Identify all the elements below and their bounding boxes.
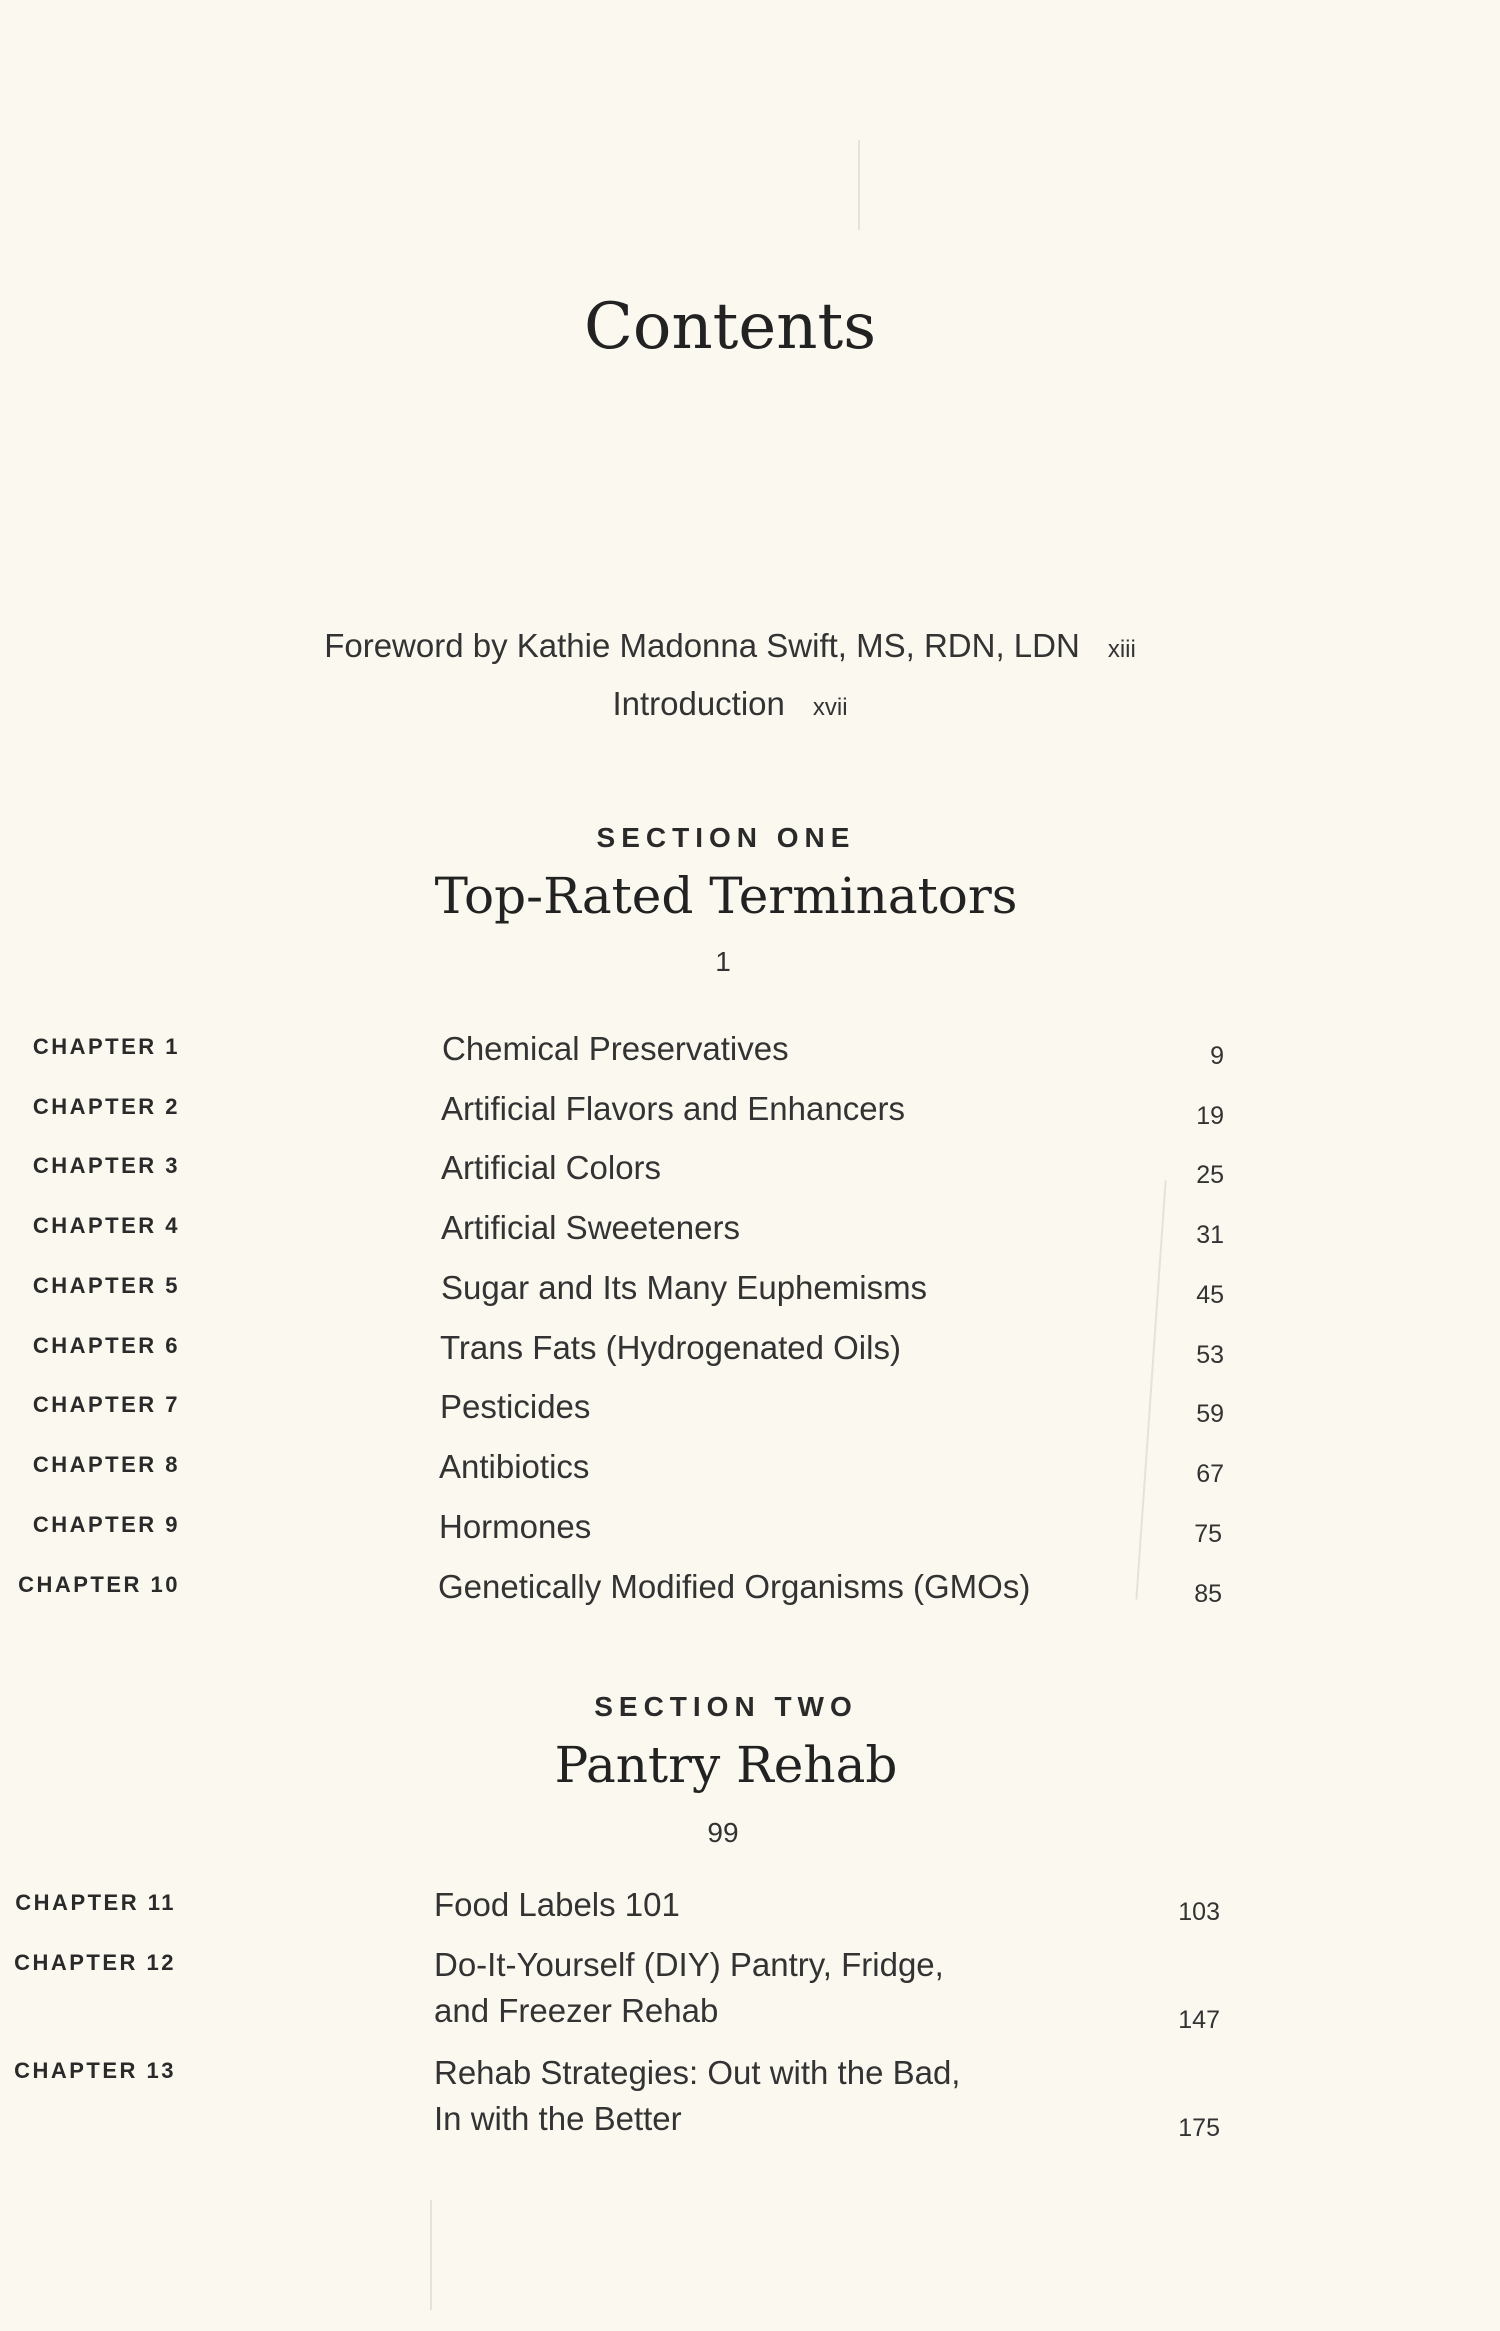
chapter-label: CHAPTER 8 <box>32 1452 180 1477</box>
front-matter-page: xvii <box>812 694 848 721</box>
chapter-title: Food Labels 101 <box>434 1886 680 1923</box>
chapter-title: Chemical Preservatives <box>442 1030 789 1067</box>
chapter-page: 9 <box>1210 1042 1224 1070</box>
chapter-label: CHAPTER 3 <box>32 1153 180 1178</box>
section-two-page: 99 <box>707 1817 739 1848</box>
chapter-title-line-1: Do-It-Yourself (DIY) Pantry, Fridge, <box>434 1946 944 1983</box>
front-matter-label: Foreword by Kathie Madonna Swift, MS, RDN, LDN <box>324 627 1080 664</box>
section-one-page: 1 <box>715 946 731 977</box>
chapter-page: 53 <box>1196 1341 1224 1369</box>
chapter-title-line-1: Rehab Strategies: Out with the Bad, <box>434 2054 961 2091</box>
chapter-label: CHAPTER 4 <box>32 1213 180 1238</box>
chapter-page: 59 <box>1196 1400 1224 1428</box>
chapter-title-line-2: In with the Better <box>434 2100 682 2137</box>
scan-mark <box>858 140 860 230</box>
chapter-title-line-2: and Freezer Rehab <box>434 1992 719 2029</box>
chapter-label: CHAPTER 11 <box>15 1890 176 1915</box>
chapter-page: 75 <box>1194 1520 1222 1548</box>
chapter-title: Sugar and Its Many Euphemisms <box>441 1269 928 1306</box>
chapter-title: Artificial Flavors and Enhancers <box>441 1090 906 1127</box>
chapter-label: CHAPTER 13 <box>14 2058 176 2083</box>
chapter-page: 67 <box>1196 1460 1224 1488</box>
chapter-title: Antibiotics <box>439 1448 590 1485</box>
chapter-title: Hormones <box>439 1508 592 1545</box>
page-title: Contents <box>583 290 877 364</box>
chapter-label: CHAPTER 1 <box>32 1034 180 1059</box>
front-matter-introduction <box>0 685 1460 723</box>
chapter-label: CHAPTER 12 <box>14 1950 176 1975</box>
chapter-page: 85 <box>1194 1580 1222 1608</box>
scan-mark <box>430 2200 432 2310</box>
section-two-label: SECTION TWO <box>594 1691 858 1722</box>
front-matter-foreword <box>0 627 1460 665</box>
chapter-label: CHAPTER 7 <box>32 1392 180 1417</box>
chapter-label: CHAPTER 10 <box>18 1572 180 1597</box>
front-matter-label: Introduction <box>612 685 785 722</box>
chapter-page: 45 <box>1196 1281 1224 1309</box>
chapter-title: Trans Fats (Hydrogenated Oils) <box>440 1329 901 1366</box>
chapter-title: Artificial Colors <box>441 1149 662 1186</box>
front-matter-page: xiii <box>1107 636 1136 663</box>
chapter-page: 103 <box>1178 1898 1220 1926</box>
chapter-label: CHAPTER 6 <box>32 1333 180 1358</box>
chapter-page: 31 <box>1196 1221 1224 1249</box>
chapter-title: Genetically Modified Organisms (GMOs) <box>438 1568 1031 1605</box>
section-one-label: SECTION ONE <box>596 822 856 853</box>
section-two-title: Pantry Rehab <box>554 1736 898 1794</box>
chapter-page: 25 <box>1196 1161 1224 1189</box>
chapter-page: 175 <box>1178 2114 1220 2142</box>
section-one-title: Top-Rated Terminators <box>434 867 1018 925</box>
chapter-page: 147 <box>1178 2006 1220 2034</box>
chapter-title: Pesticides <box>440 1388 591 1425</box>
scan-mark <box>1135 1180 1166 1599</box>
chapter-page: 19 <box>1196 1102 1224 1130</box>
chapter-title: Artificial Sweeteners <box>441 1209 740 1246</box>
chapter-label: CHAPTER 5 <box>32 1273 180 1298</box>
chapter-label: CHAPTER 2 <box>32 1094 180 1119</box>
chapter-label: CHAPTER 9 <box>32 1512 180 1537</box>
